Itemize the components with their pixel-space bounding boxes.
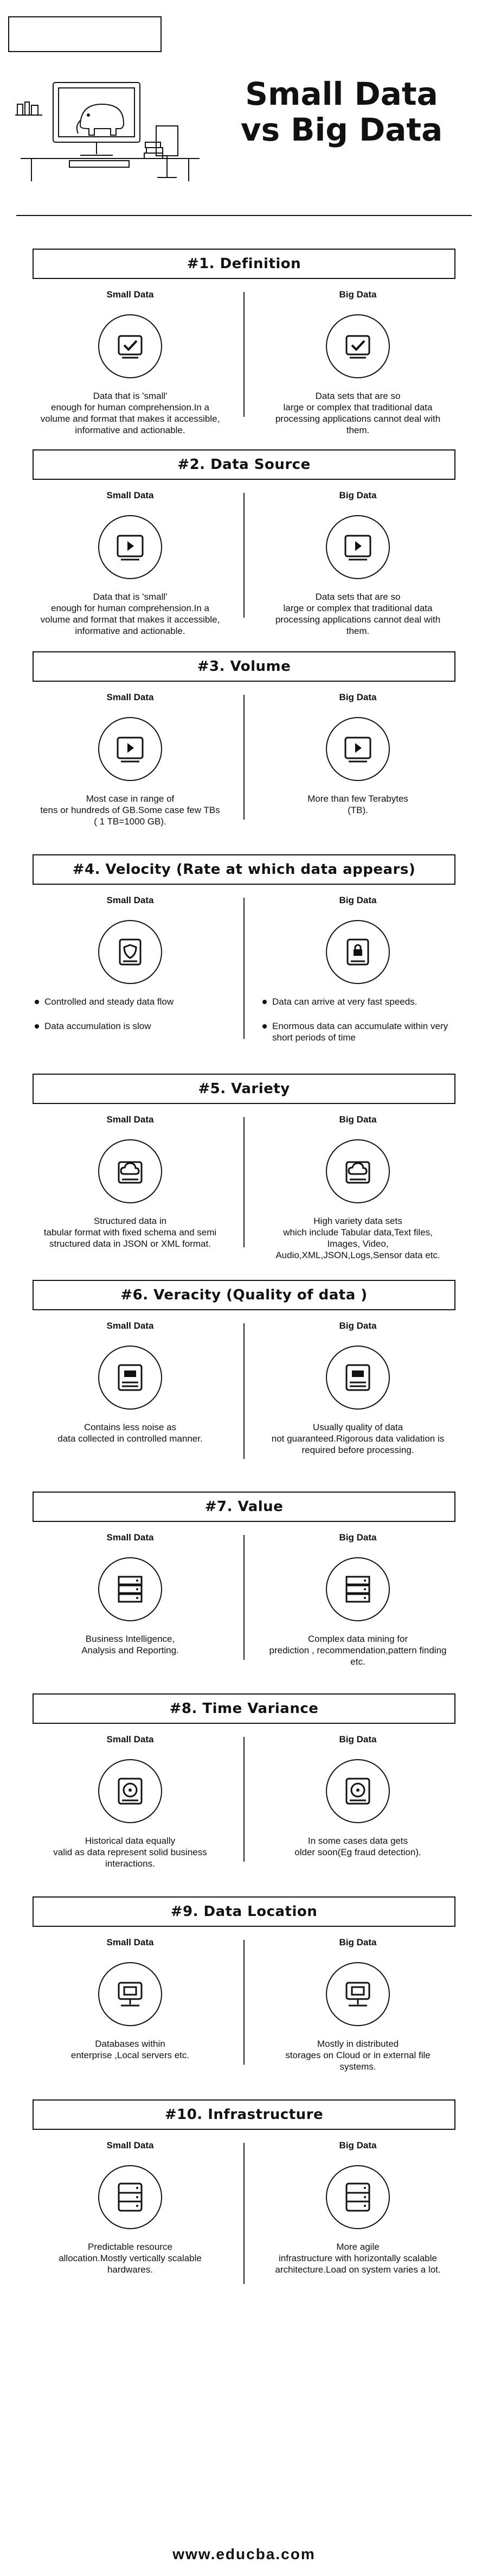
comparison-section [27, 854, 461, 1050]
big-data-column [255, 1532, 461, 1667]
column-divider [243, 493, 245, 618]
big-data-description: More agile infrastructure with horizontally scalable architecture.Load on system varies a lot. [275, 2242, 441, 2275]
big-data-heading: Big Data [339, 895, 377, 905]
column-divider [243, 292, 245, 417]
small-data-description: Historical data equally valid as data represent solid business interactions. [53, 1836, 207, 1869]
cloud-database-icon [326, 1139, 390, 1203]
big-data-column [255, 895, 461, 1056]
small-data-heading: Small Data [106, 1532, 154, 1543]
cloud-database-icon [98, 1139, 162, 1203]
big-data-description: Complex data mining for prediction , recommendation,pattern finding etc. [269, 1634, 447, 1667]
small-data-column [27, 1114, 233, 1249]
checkmark-screen-icon [98, 314, 162, 378]
comparison-section [27, 651, 461, 830]
bullet-item: Data can arrive at very fast speeds. [262, 996, 455, 1007]
small-data-column [27, 2140, 233, 2275]
small-data-description: Databases within enterprise ,Local servers etc. [70, 2039, 190, 2060]
small-data-heading: Small Data [106, 1321, 154, 1331]
big-data-column [255, 1937, 461, 2072]
section-header: #5. Variety [33, 1074, 455, 1104]
shield-database-icon [98, 920, 162, 984]
comparison-section [27, 1280, 461, 1470]
small-data-heading: Small Data [106, 2140, 154, 2150]
logo-placeholder [8, 16, 162, 52]
small-data-description: Most case in range of tens or hundreds of GB.Some case few TBs ( 1 TB=1000 GB). [40, 794, 220, 827]
bullet-item: Data accumulation is slow [35, 1020, 228, 1032]
column-divider [243, 1940, 245, 2065]
comparison-section [27, 249, 461, 435]
small-data-column [27, 289, 233, 436]
big-data-column [255, 490, 461, 637]
page-title-line-1: Small Data [245, 75, 438, 112]
big-data-column [255, 1321, 461, 1456]
play-screen-icon [326, 515, 390, 579]
page-title [228, 76, 455, 148]
big-data-heading: Big Data [339, 289, 377, 300]
small-data-description: Data that is 'small' enough for human comprehension.In a volume and format that makes it accessible, informative and actionable. [40, 592, 220, 636]
checkmark-screen-icon [326, 314, 390, 378]
big-data-column [255, 1114, 461, 1261]
section-header: #9. Data Location [33, 1896, 455, 1927]
big-data-column [255, 692, 461, 816]
big-data-heading: Big Data [339, 1114, 377, 1125]
big-data-heading: Big Data [339, 1734, 377, 1744]
column-divider [243, 1535, 245, 1660]
big-data-description: High variety data sets which include Tabular data,Text files, Images, Video, Audio,XML,JSON,Logs,Sensor data etc. [275, 1216, 440, 1260]
small-data-column [27, 1321, 233, 1444]
small-data-description: Contains less noise as data collected in controlled manner. [57, 1422, 203, 1444]
server-rack-icon [98, 1557, 162, 1621]
comparison-section [27, 449, 461, 636]
small-data-column [27, 1937, 233, 2061]
big-data-description: Mostly in distributed storages on Cloud or in external file systems. [285, 2039, 431, 2072]
network-drive-icon [98, 1962, 162, 2026]
network-drive-icon [326, 1962, 390, 2026]
workstation-illustration-icon [10, 61, 211, 185]
big-data-description: Usually quality of data not guaranteed.Rigorous data validation is required before processing. [271, 1422, 445, 1455]
section-header: #4. Velocity (Rate at which data appears) [33, 854, 455, 885]
section-header: #8. Time Variance [33, 1693, 455, 1724]
comparison-section [27, 2099, 461, 2295]
small-data-description: Structured data in tabular format with fixed schema and semi structured data in JSON or XML format. [43, 1216, 217, 1249]
big-data-column [255, 2140, 461, 2275]
big-data-heading: Big Data [339, 692, 377, 702]
small-data-description: Business Intelligence, Analysis and Reporting. [81, 1634, 179, 1655]
column-divider [243, 898, 245, 1039]
small-data-heading: Small Data [106, 1937, 154, 1947]
play-screen-icon [98, 717, 162, 781]
comparison-section [27, 1492, 461, 1671]
section-header: #2. Data Source [33, 449, 455, 480]
small-data-column [27, 1734, 233, 1869]
section-header: #6. Veracity (Quality of data ) [33, 1280, 455, 1310]
big-data-description: In some cases data gets older soon(Eg fraud detection). [294, 1836, 421, 1857]
disk-drive-icon [98, 1759, 162, 1823]
column-divider [243, 1323, 245, 1459]
column-divider [243, 2143, 245, 2284]
big-data-heading: Big Data [339, 1532, 377, 1543]
small-data-column [27, 692, 233, 827]
column-divider [243, 1737, 245, 1862]
column-divider [243, 695, 245, 820]
lock-database-icon [326, 920, 390, 984]
big-data-column [255, 1734, 461, 1858]
big-data-heading: Big Data [339, 490, 377, 500]
section-header: #1. Definition [33, 249, 455, 279]
database-drive-icon [326, 1346, 390, 1410]
bullet-item: Enormous data can accumulate within very short periods of time [262, 1020, 455, 1043]
bullet-list [255, 996, 461, 1043]
big-data-heading: Big Data [339, 1937, 377, 1947]
section-header: #7. Value [33, 1492, 455, 1522]
server-stack-icon [326, 2165, 390, 2229]
small-data-column [27, 1532, 233, 1656]
footer-url: www.educba.com [172, 2546, 316, 2562]
section-header: #10. Infrastructure [33, 2099, 455, 2130]
big-data-description: Data sets that are so large or complex that traditional data processing applications cannot deal with them. [275, 592, 441, 636]
small-data-heading: Small Data [106, 1114, 154, 1125]
database-drive-icon [98, 1346, 162, 1410]
big-data-heading: Big Data [339, 1321, 377, 1331]
comparison-section [27, 1896, 461, 2076]
disk-drive-icon [326, 1759, 390, 1823]
small-data-heading: Small Data [106, 895, 154, 905]
play-screen-icon [98, 515, 162, 579]
big-data-description: More than few Terabytes (TB). [307, 794, 408, 815]
small-data-description: Data that is 'small' enough for human comprehension.In a volume and format that makes it accessible, informative and actionable. [40, 391, 220, 435]
small-data-description: Predictable resource allocation.Mostly vertically scalable hardwares. [59, 2242, 202, 2275]
comparison-section [27, 1074, 461, 1258]
section-header: #3. Volume [33, 651, 455, 682]
column-divider [243, 1117, 245, 1247]
page-title-line-2: vs Big Data [240, 111, 443, 148]
small-data-column [27, 490, 233, 637]
big-data-column [255, 289, 461, 436]
small-data-heading: Small Data [106, 692, 154, 702]
big-data-heading: Big Data [339, 2140, 377, 2150]
big-data-description: Data sets that are so large or complex that traditional data processing applications cannot deal with them. [275, 391, 441, 435]
small-data-heading: Small Data [106, 289, 154, 300]
comparison-section [27, 1693, 461, 1873]
bullet-list [27, 996, 233, 1032]
top-divider [16, 215, 472, 216]
server-rack-icon [326, 1557, 390, 1621]
server-stack-icon [98, 2165, 162, 2229]
small-data-heading: Small Data [106, 1734, 154, 1744]
play-screen-icon [326, 717, 390, 781]
bullet-item: Controlled and steady data flow [35, 996, 228, 1007]
small-data-column [27, 895, 233, 1045]
small-data-heading: Small Data [106, 490, 154, 500]
